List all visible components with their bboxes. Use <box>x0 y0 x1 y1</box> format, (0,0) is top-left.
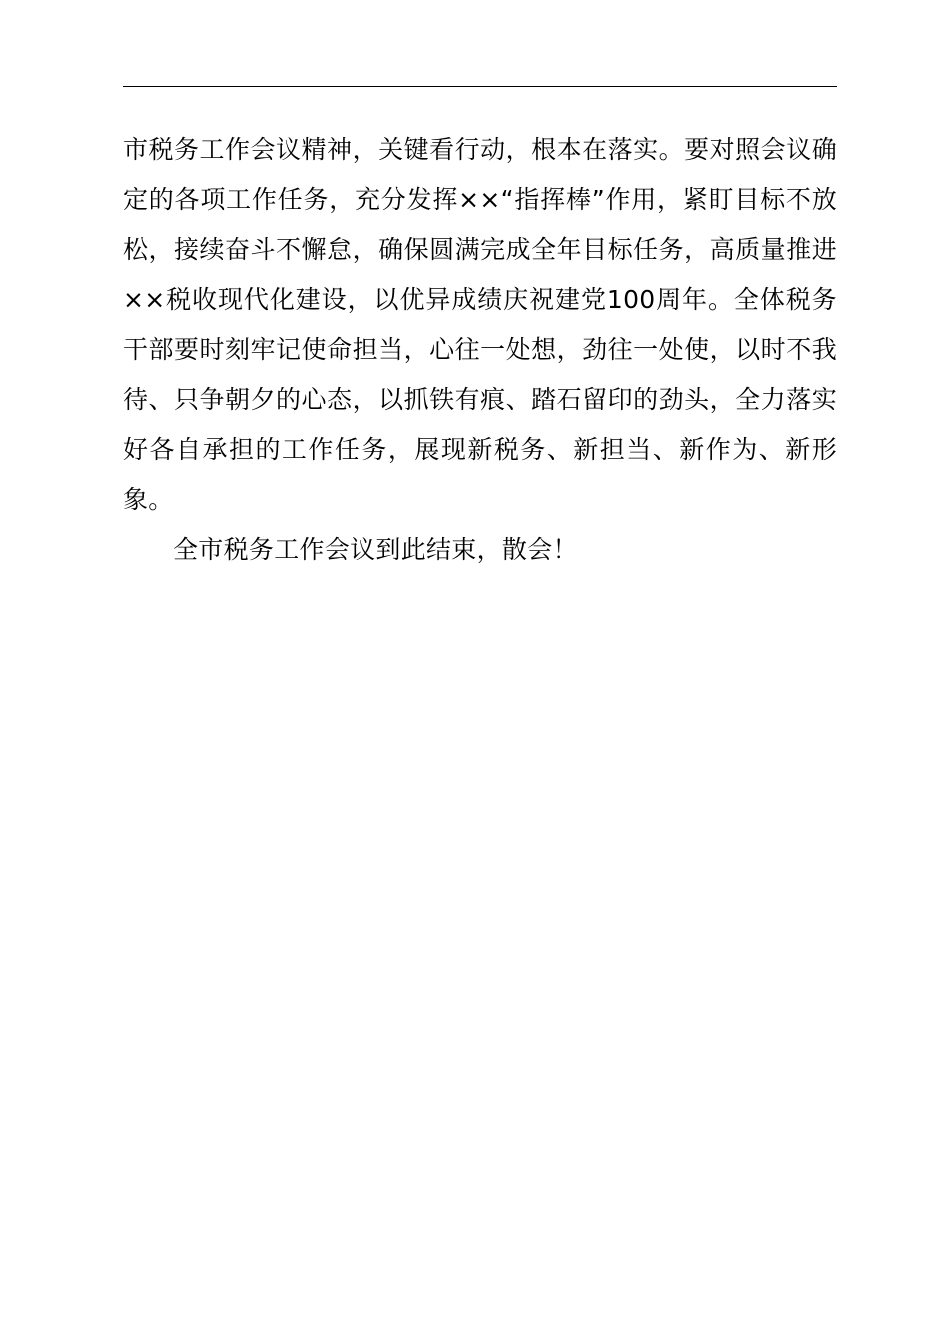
paragraph-closing: 全市税务工作会议到此结束，散会！ <box>173 535 578 564</box>
document-body <box>123 125 837 575</box>
header-rule <box>123 86 837 87</box>
paragraph-continuation: 市税务工作会议精神，关键看行动，根本在落实。要对照会议确定的各项工作任务，充分发挥××“指挥棒”作用，紧盯目标不放松，接续奋斗不懈怠，确保圆满完成全年目标任务，高质量推进××税收现代化建设，以优异成绩庆祝建党100周年。全体税务干部要时刻牢记使命担当，心往一处想，劲往一处使，以时不我待、只争朝夕的心态，以抓铁有痕、踏石留印的劲头，全力落实好各自承担的工作任务，展现新税务、新担当、新作为、新形象。 <box>123 135 837 514</box>
